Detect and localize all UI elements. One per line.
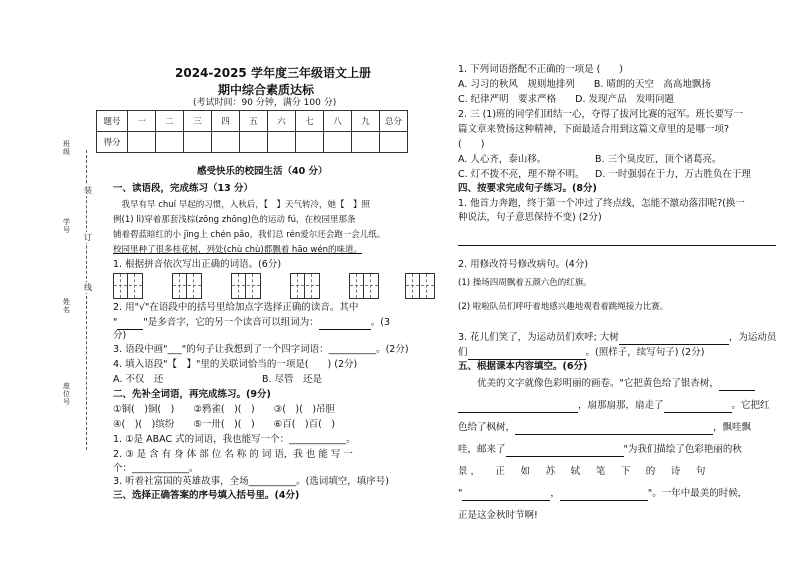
score-header-cell: 题号 bbox=[97, 111, 128, 132]
name-label: 姓名 bbox=[63, 298, 70, 314]
r-item-1-options-cd: C. 纪律严明 要求严格 D. 发现产品 发明问题 bbox=[458, 94, 675, 105]
section-title: 感受快乐的校园生活（40 分） bbox=[197, 166, 328, 177]
score-header-cell: 九 bbox=[352, 111, 380, 132]
poem-blank-2[interactable] bbox=[560, 488, 648, 501]
score-header-cell: 二 bbox=[156, 111, 184, 132]
class-label: 班级 bbox=[63, 140, 70, 156]
binding-mark-ding: 订 bbox=[84, 233, 92, 242]
score-cell[interactable] bbox=[380, 132, 408, 153]
score-header-cell: 六 bbox=[268, 111, 296, 132]
score-cell[interactable] bbox=[324, 132, 352, 153]
score-header-cell: 八 bbox=[324, 111, 352, 132]
q2-title: 二、先补全词语，再完成练习。(9分) bbox=[113, 389, 271, 400]
q4-item-3-text-end: ，为运动员 bbox=[728, 332, 777, 343]
q4-item-3-prefix: 们 bbox=[458, 347, 468, 358]
q5-line-6 bbox=[458, 488, 747, 501]
score-cell[interactable] bbox=[184, 132, 212, 153]
q2-item-3: 3. 听着社富国的英雄故事，全场__________。(选词填空，填序号) bbox=[113, 476, 389, 487]
writing-grid[interactable] bbox=[349, 273, 379, 299]
fill-blank-5[interactable] bbox=[506, 444, 624, 457]
writing-grid[interactable] bbox=[231, 273, 261, 299]
q4-item-1-line-2: 种说法，句子意思保持不变) (2分) bbox=[458, 212, 602, 223]
q4-item-1-line-1: 1. 他首力奔跑，终于第一个冲过了终点线，怎能不激动落泪呢?(换一 bbox=[458, 198, 745, 209]
sentence-blank-2[interactable] bbox=[468, 347, 586, 360]
student-id-label: 学号 bbox=[63, 218, 70, 234]
q2-item-2-line-2: 个：____________。 bbox=[113, 463, 199, 474]
q5-line-5: 景 ， 正 如 苏 轼 笔 下 的 诗 句 bbox=[458, 466, 706, 477]
q5-line-3 bbox=[458, 422, 751, 435]
score-cell[interactable] bbox=[268, 132, 296, 153]
q4-item-3-line-2 bbox=[458, 347, 704, 360]
q5-title: 五、根据课本内容填空。(6分) bbox=[458, 361, 588, 372]
q5-text-1: 优美的文字就像色彩明丽的画卷。"它把黄色给了银杏树， bbox=[458, 378, 719, 389]
q1-paragraph-line-4: 校园里种了很多桂花树，列处(chù chù)都飘着 hāo wén的味道。 bbox=[113, 245, 363, 255]
fill-blank-1[interactable] bbox=[719, 378, 755, 391]
binding-mark-zhuang: 装 bbox=[84, 186, 92, 195]
score-cell[interactable] bbox=[156, 132, 184, 153]
q4-item-2: 2. 用修改符号修改病句。(4分) bbox=[458, 259, 589, 270]
writing-grid[interactable] bbox=[113, 273, 143, 299]
score-table-row bbox=[97, 132, 408, 153]
q5-comma: ， bbox=[550, 488, 560, 499]
q5-text-6: "。一年中最美的时候， bbox=[647, 488, 748, 499]
score-cell[interactable] bbox=[212, 132, 240, 153]
q4-answer-line[interactable] bbox=[458, 245, 776, 246]
polyphone-blank[interactable] bbox=[117, 317, 143, 330]
q5-line-7: 正是这金秋时节啊! bbox=[458, 510, 538, 521]
score-row-label: 得分 bbox=[97, 132, 128, 153]
score-header-cell: 总分 bbox=[380, 111, 408, 132]
score-cell[interactable] bbox=[128, 132, 156, 153]
q5-text-4: 哇，邮来了 bbox=[458, 444, 506, 455]
q5-text-3: 色给了枫树， bbox=[458, 422, 516, 433]
q1-option-a: A. 不仅 还 bbox=[113, 374, 164, 385]
q2-item-2: 2. ③ 是 含 有 身 体 部 位 名 称 的 词 语，我 也 能 写 一 bbox=[113, 449, 353, 460]
q1-paragraph-line-2: 例(1) lì)穿着那套浅棕(zōng zhōng)色的运动 fú，在校园里那条 bbox=[113, 215, 356, 225]
r-item-2-line-1: 2. 三 (1)班的同学们团结一心，夺得了拔河比赛的冠军。班长要写一 bbox=[458, 109, 744, 120]
q5-line-2 bbox=[458, 400, 770, 413]
seat-label: 座位号 bbox=[63, 382, 70, 406]
q1-item-2: 2. 用"√"在语段中的括号里给加点字选择正确的读音。其中 bbox=[113, 302, 359, 313]
r-item-2-line-2: 篇文章来赞扬这种精神，下面最适合用到这篇文章里的是哪一项? bbox=[458, 124, 730, 135]
q5-text-4b: "为我们描绘了色彩艳丽的秋 bbox=[623, 444, 742, 455]
q1-paragraph-line-1: 我早有早 chuí 早起的习惯，入秋后，【 】天气转冷，她【 】照 bbox=[113, 200, 370, 210]
score-cell[interactable] bbox=[240, 132, 268, 153]
page-title: 2024-2025 学年度三年级语文上册 bbox=[175, 66, 371, 80]
q1-title: 一、读语段，完成练习（13 分） bbox=[113, 183, 254, 194]
score-header-cell: 七 bbox=[296, 111, 324, 132]
q1-item-2-end: 。(3 bbox=[370, 317, 391, 328]
writing-grid[interactable] bbox=[172, 273, 202, 299]
r-item-1-options-ab: A. 习习的秋风 规则地排列 B. 晴朗的天空 高高地飘扬 bbox=[458, 79, 711, 90]
word-blank[interactable] bbox=[319, 317, 371, 330]
writing-grid[interactable] bbox=[290, 273, 320, 299]
fill-blank-2[interactable] bbox=[458, 400, 578, 413]
q2-item-1: 1. ①是 ABAC 式的词语，我也能写一个：____________。 bbox=[113, 434, 356, 445]
score-table bbox=[96, 110, 408, 153]
r-item-1: 1. 下列词语搭配不正确的一项是 ( ) bbox=[458, 64, 624, 75]
writing-grid[interactable] bbox=[405, 273, 435, 299]
r-item-2-line-3: ( ) bbox=[458, 139, 485, 150]
q4-item-2-sentence-2: (2) 啦啦队员们呼吁着地感兴趣地观看着跳绳接力比赛。 bbox=[458, 302, 669, 312]
q1-item-2-text: "是多音字，它的另一个读音可以组词为： bbox=[143, 317, 319, 328]
fill-blank-4[interactable] bbox=[515, 422, 713, 435]
r-item-2-option-d: D. 一时强弱在于力，万古胜负在于理 bbox=[595, 169, 751, 180]
binding-mark-xian: 线 bbox=[84, 283, 92, 292]
q4-item-3-text: 3. 花儿们笑了，为运动员们欢呼; 大树 bbox=[458, 332, 619, 343]
q2-words-row-1: ①铜( )铜( ) ②鸦雀( )( ) ③( )( )吊胆 bbox=[113, 404, 336, 415]
q4-item-3-suffix: 。(照样子，续写句子) (2分) bbox=[585, 347, 705, 358]
score-header-cell: 五 bbox=[240, 111, 268, 132]
page-subtitle: 期中综合素质达标 bbox=[218, 83, 315, 97]
score-table-header-row bbox=[97, 111, 408, 132]
q1-item-2-line-2 bbox=[113, 317, 390, 330]
score-cell[interactable] bbox=[352, 132, 380, 153]
q4-item-2-sentence-1: (1) 操场四周飘着五颜六色的红旗。 bbox=[458, 278, 592, 288]
score-header-cell: 三 bbox=[184, 111, 212, 132]
q3-title: 三、选择正确答案的序号填入括号里。(4分) bbox=[113, 490, 300, 501]
score-header-cell: 一 bbox=[128, 111, 156, 132]
q1-paragraph-line-3: 铺着碧蓝暗红的小 jìng上 chén pǎo，我们总 rén爱尔还会跑一会儿纸。 bbox=[113, 230, 386, 240]
exam-info: (考试时间：90 分钟，满分 100 分) bbox=[193, 98, 337, 108]
q5-quote-open: " bbox=[458, 488, 463, 499]
q1-item-4: 4. 填入语段"【 】"里的关联词恰当的一项是( ) (2分) bbox=[113, 359, 358, 370]
r-item-2-option-c: C. 灯不拨不亮，理不辩不明。 bbox=[458, 169, 585, 180]
fill-blank-3[interactable] bbox=[664, 400, 732, 413]
r-item-2-option-b: B. 三个臭皮匠，顶个诸葛亮。 bbox=[595, 154, 722, 165]
quote-open: " bbox=[113, 317, 118, 328]
score-cell[interactable] bbox=[296, 132, 324, 153]
q4-item-3-line-1 bbox=[458, 332, 776, 345]
q1-item-2-line-3: 分) bbox=[113, 330, 127, 341]
q5-text-2: ，扇那扇那，扇走了 bbox=[578, 400, 664, 411]
sentence-blank-1[interactable] bbox=[619, 332, 729, 345]
q5-text-2b: 。它把红 bbox=[731, 400, 770, 411]
q1-item-3: 3. 语段中画"___"的句子让我想到了一个四字词语：__________。(2分) bbox=[113, 344, 409, 355]
q1-item-1: 1. 根据拼音依次写出正确的词语。(6分) bbox=[113, 259, 282, 270]
score-header-cell: 四 bbox=[212, 111, 240, 132]
q2-words-row-2: ④( )( )缤纷 ⑤一卅( )( ) ⑥百( )百( ) bbox=[113, 419, 336, 430]
q5-text-3b: ，飘哇飘 bbox=[713, 422, 752, 433]
q4-title: 四、按要求完成句子练习。(8分) bbox=[458, 183, 597, 194]
q5-line-4 bbox=[458, 444, 742, 457]
poem-blank-1[interactable] bbox=[462, 488, 550, 501]
q5-line-1 bbox=[458, 378, 755, 391]
r-item-2-option-a: A. 人心齐，泰山移。 bbox=[458, 154, 547, 165]
q1-option-b: B. 尽管 还是 bbox=[262, 374, 323, 385]
